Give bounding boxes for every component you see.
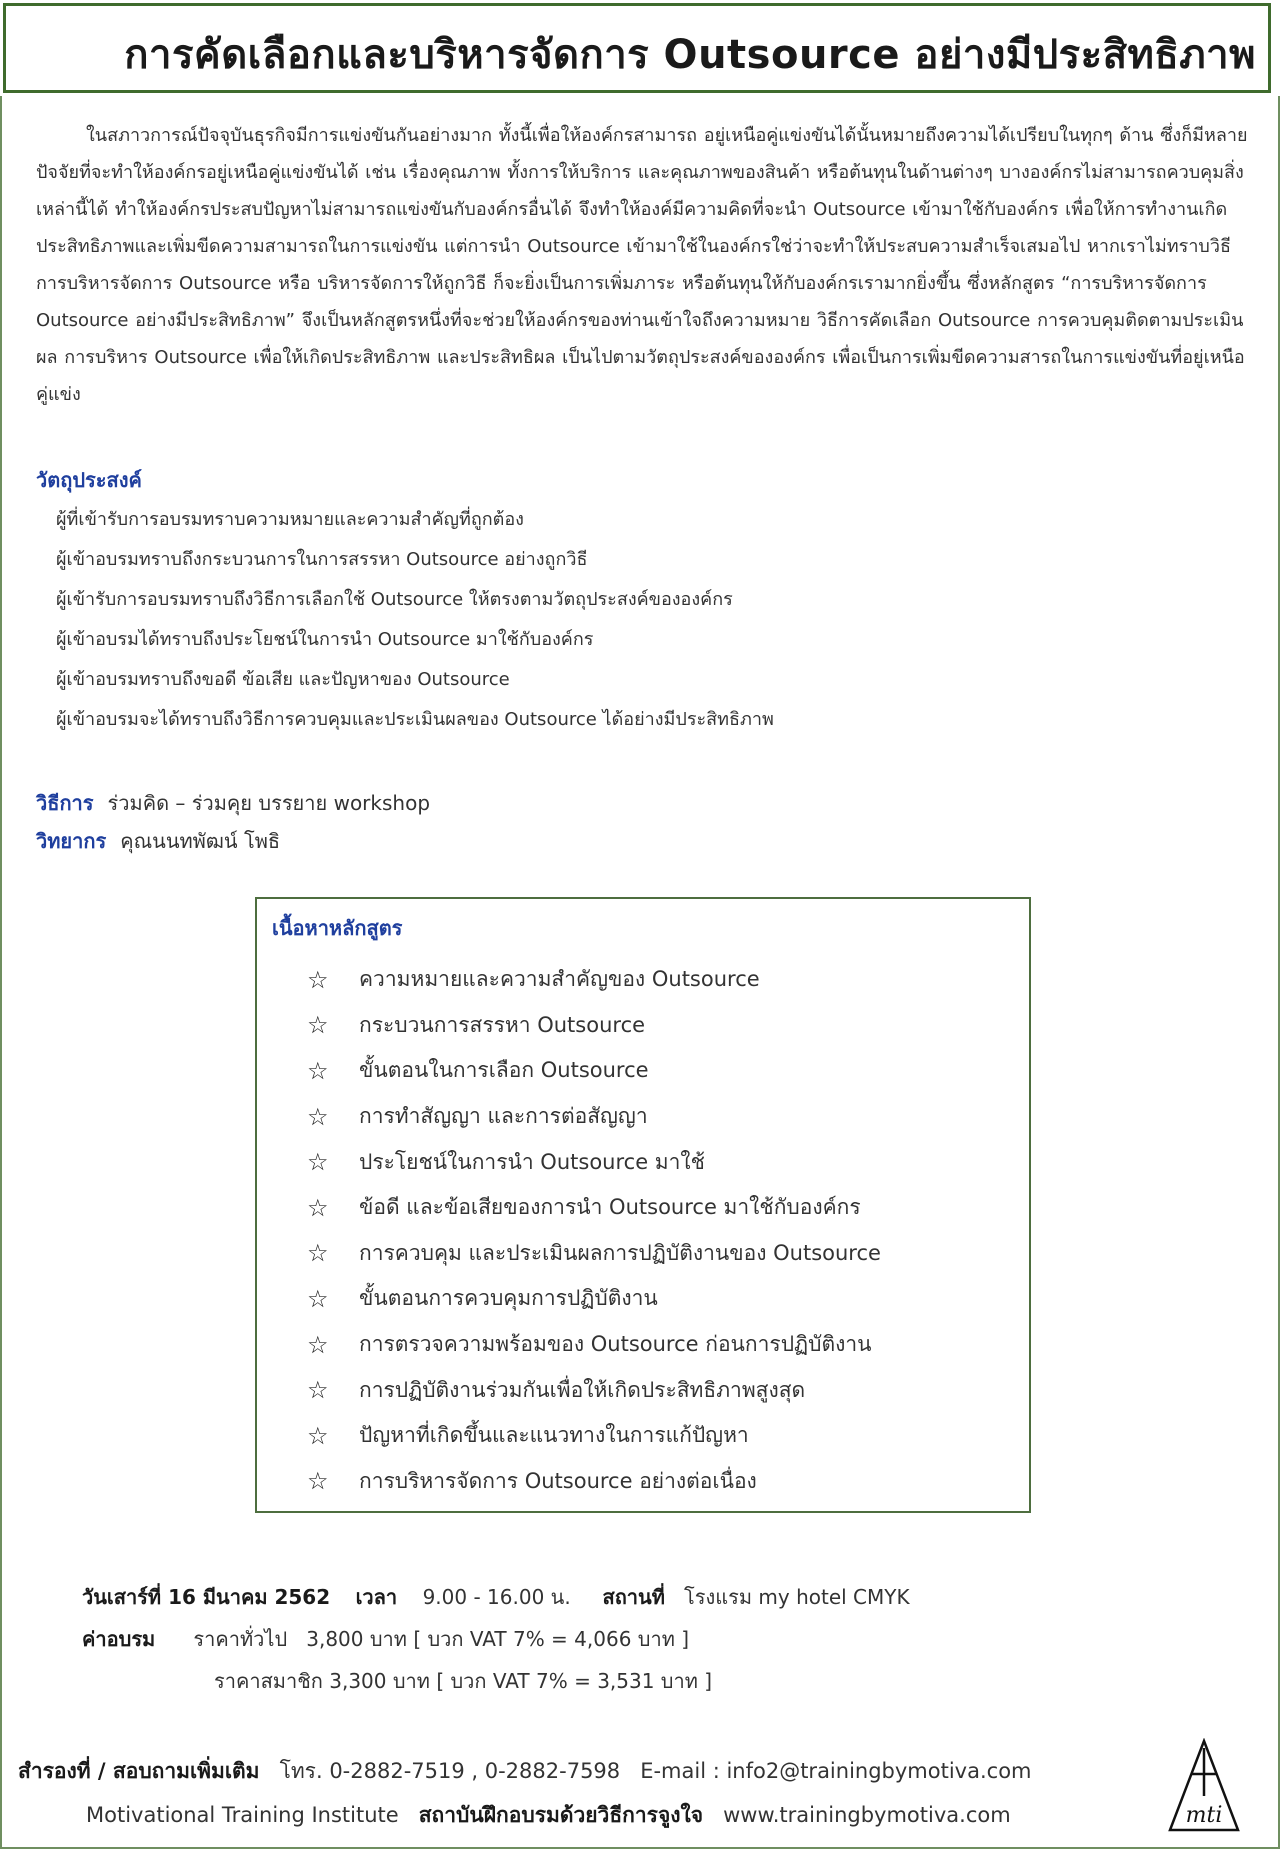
schedule-date: วันเสาร์ที่ 16 มีนาคม 2562 [82,1585,331,1609]
fee-general-row [82,1618,910,1660]
content-item-label: ปัญหาที่เกิดขึ้นและแนวทางในการแก้ปัญหา [359,1423,749,1448]
content-item-label: กระบวนการสรรหา Outsource [359,1012,646,1037]
speaker-label: วิทยากร [36,829,107,853]
speaker-value: คุณนนทพัฒน์ โพธิ [120,829,281,853]
fee-member-row [82,1660,910,1702]
star-icon: ☆ [307,1056,329,1085]
place-value: โรงแรม my hotel CMYK [683,1585,910,1609]
contact-section [18,1749,1032,1837]
title-banner [3,3,1271,93]
star-icon: ☆ [307,1467,329,1496]
content-item [307,1048,881,1094]
content-item-label: การปฏิบัติงานร่วมกันเพื่อให้เกิดประสิทธิภาพสูงสุด [359,1377,806,1402]
method-label: วิธีการ [36,791,94,815]
star-icon: ☆ [307,1284,329,1313]
page-title: การคัดเลือกและบริหารจัดการ Outsource อย่างมีประสิทธิภาพ [124,32,1256,78]
content-item [307,957,881,1003]
star-icon: ☆ [307,1376,329,1405]
content-item [307,1094,881,1140]
fee-general-value: 3,800 บาท [ บวก VAT 7% = 4,066 บาท ] [306,1627,690,1651]
website-link[interactable]: www.trainingbymotiva.com [723,1803,1011,1827]
mti-logo-icon [1166,1738,1242,1834]
schedule-row [82,1576,910,1618]
content-item [307,1322,881,1368]
star-icon: ☆ [307,965,329,994]
content-item-label: ขั้นตอนในการเลือก Outsource [359,1058,649,1083]
objectives-section [36,464,774,740]
fee-general-label: ราคาทั่วไป [193,1627,288,1651]
content-item-label: ขั้นตอนการควบคุมการปฏิบัติงาน [359,1286,658,1311]
speaker-row [36,822,430,860]
star-icon: ☆ [307,1102,329,1131]
star-icon: ☆ [307,1011,329,1040]
star-icon: ☆ [307,1239,329,1268]
logo-text: mti [1185,1803,1223,1828]
content-item-label: การทำสัญญา และการต่อสัญญา [359,1104,648,1129]
content-item [307,1367,881,1413]
fee-member-label: ราคาสมาชิก [214,1669,323,1693]
method-value: ร่วมคิด – ร่วมคุย บรรยาย workshop [107,791,431,815]
contact-row [18,1749,1032,1793]
time-label: เวลา [355,1585,398,1609]
course-content-box [255,897,1031,1513]
org-name-th: สถาบันฝึกอบรมด้วยวิธีการจูงใจ [418,1803,704,1827]
star-icon: ☆ [307,1148,329,1177]
objective-item: ผู้เข้ารับการอบรมทราบถึงวิธีการเลือกใช้ Outsource ให้ตรงตามวัตถุประสงค์ขององค์กร [56,589,733,610]
org-name-en: Motivational Training Institute [86,1803,399,1827]
content-item [307,1139,881,1185]
content-item-label: การตรวจความพร้อมของ Outsource ก่อนการปฏิบัติงาน [359,1332,872,1357]
star-icon: ☆ [307,1193,329,1222]
content-item-label: การบริหารจัดการ Outsource อย่างต่อเนื่อง [359,1468,757,1493]
objective-item: ผู้เข้าอบรมจะได้ทราบถึงวิธีการควบคุมและประเมินผลของ Outsource ได้อย่างมีประสิทธิภาพ [56,709,774,730]
objectives-heading: วัตถุประสงค์ [36,468,142,492]
time-value: 9.00 - 16.00 น. [422,1585,571,1609]
content-item-label: การควบคุม และประเมินผลการปฏิบัติงานของ Outsource [359,1240,881,1265]
method-row [36,784,430,822]
objective-item: ผู้เข้าอบรมได้ทราบถึงประโยชน์ในการนำ Outsource มาใช้กับองค์กร [56,629,594,650]
content-item-label: ข้อดี และข้อเสียของการนำ Outsource มาใช้กับองค์กร [359,1195,861,1220]
fee-label: ค่าอบรม [82,1627,156,1651]
schedule-section [82,1576,910,1702]
email-link[interactable]: E-mail : info2@trainingbymotiva.com [640,1759,1032,1783]
objectives-list [56,500,774,740]
content-list [307,957,881,1504]
content-item [307,1003,881,1049]
objective-item: ผู้เข้าอบรมทราบถึงขอดี ข้อเสีย และปัญหาของ Outsource [56,669,510,690]
content-item [307,1459,881,1505]
intro-paragraph: ในสภาวการณ์ปัจจุบันธุรกิจมีการแข่งขันกันอย่างมาก ทั้งนี้เพื่อให้องค์กรสามารถ อยู่เหนือคู่แข่งขันได้นั้นหมายถึงความได้เปรียบในทุกๆ ด้าน ซึ่งก็มีหลายปัจจัยที่จะทำให้องค์กรอยู่เหนือคู่แข่งขันได้ เช่น เรื่องคุณภาพ ทั้งการให้บริการ และคุณภาพของสินค้า หรือต้นทุนในด้านต่างๆ บางองค์กรไม่สามารถควบคุมสิ่งเหล่านี้ได้ ทำให้องค์กรประสบปัญหาไม่สามารถแข่งขันกับองค์กรอื่นได้ จึงทำให้องค์มีความคิดที่จะนำ Outsource เข้ามาใช้กับองค์กร เพื่อให้การทำงานเกิดประสิทธิภาพและเพิ่มขีดความสามารถในการแข่งขัน แต่การนำ Outsource เข้ามาใช้ในองค์กรใช่ว่าจะทำให้ประสบความสำเร็จเสมอไป หากเราไม่ทราบวิธีการบริหารจัดการ Outsource หรือ บริหารจัดการให้ถูกวิธี ก็จะยิ่งเป็นการเพิ่มภาระ หรือต้นทุนให้กับองค์กรเรามากยิ่งขึ้น ซึ่งหลักสูตร “การบริหารจัดการ Outsource อย่างมีประสิทธิภาพ” จึงเป็นหลักสูตรหนึ่งที่จะช่วยให้องค์กรของท่านเข้าใจถึงความหมาย วิธีการคัดเลือก Outsource การควบคุมติดตามประเมินผล การบริหาร Outsource เพื่อให้เกิดประสิทธิภาพ และประสิทธิผล เป็นไปตามวัตถุประสงค์ขององค์กร เพื่อเป็นการเพิ่มขีดความสารถในการแข่งขันที่อยู่เหนือคู่แข่ง [36,125,1248,405]
content-item-label: ประโยชน์ในการนำ Outsource มาใช้ [359,1149,705,1174]
org-row [18,1793,1032,1837]
content-heading: เนื้อหาหลักสูตร [272,916,403,940]
star-icon: ☆ [307,1421,329,1450]
objective-item: ผู้เข้าอบรมทราบถึงกระบวนการในการสรรหา Outsource อย่างถูกวิธี [56,549,588,570]
place-label: สถานที่ [602,1585,665,1609]
content-item [307,1413,881,1459]
content-item [307,1231,881,1277]
content-item [307,1276,881,1322]
phone-text: โทร. 0-2882-7519 , 0-2882-7598 [279,1759,621,1783]
reserve-label: สำรองที่ / สอบถามเพิ่มเติม [18,1759,260,1783]
fee-member-value: 3,300 บาท [ บวก VAT 7% = 3,531 บาท ] [329,1669,713,1693]
content-item [307,1185,881,1231]
star-icon: ☆ [307,1330,329,1359]
method-section [36,784,430,860]
objective-item: ผู้ที่เข้ารับการอบรมทราบความหมายและความสำคัญที่ถูกต้อง [56,509,524,530]
content-item-label: ความหมายและความสำคัญของ Outsource [359,967,760,992]
